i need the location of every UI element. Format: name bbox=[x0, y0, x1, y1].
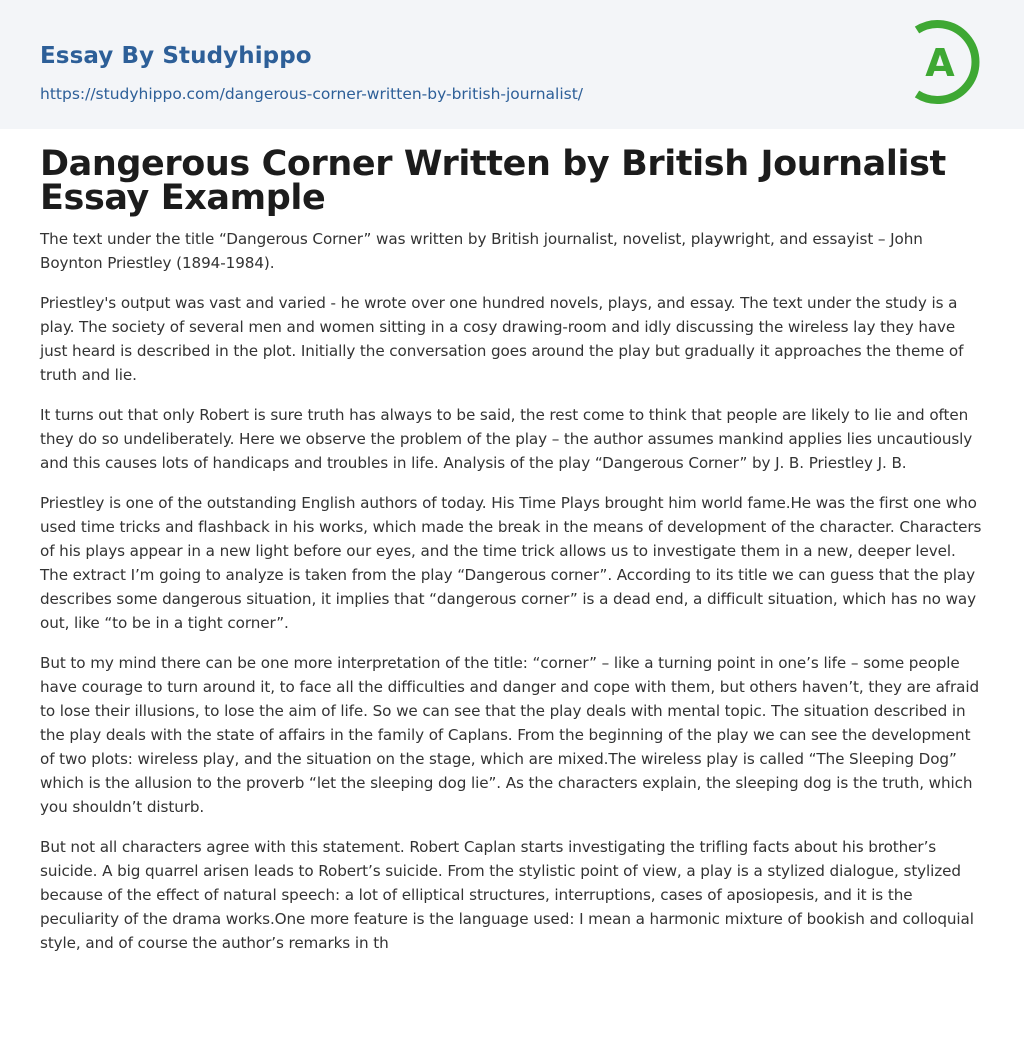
site-brand[interactable]: Essay By Studyhippo bbox=[40, 43, 312, 69]
paragraph: Priestley is one of the outstanding English authors of today. His Time Plays brought him world fame.He was the first one who used time tricks and flashback in his works, which made the break in the means of development of the character. Characters of his plays appear in a new light before our eyes, and the time trick allows us to investigate them in a new, deeper level. The extract I’m going to analyze is taken from the play “Dangerous corner”. According to its title we can guess that the play describes some dangerous situation, it implies that “dangerous corner” is a dead end, a difficult situation, which has no way out, like “to be in a tight corner”. bbox=[40, 494, 982, 632]
logo-letter: A bbox=[925, 41, 955, 85]
studyhippo-logo-icon[interactable] bbox=[911, 18, 987, 106]
paragraph: But to my mind there can be one more interpretation of the title: “corner” – like a turning point in one’s life – some people have courage to turn around it, to face all the difficulties and danger and cope with them, but others haven’t, they are afraid to lose their illusions, to lose the aim of life. So we can see that the play deals with mental topic. The situation described in the play deals with the state of affairs in the family of Caplans. From the beginning of the play we can see the development of two plots: wireless play, and the situation on the stage, which are mixed.The wireless play is called “The Sleeping Dog” which is the allusion to the proverb “let the sleeping dog lie”. As the characters explain, the sleeping dog is the truth, which you shouldn’t disturb. bbox=[40, 654, 980, 816]
site-header bbox=[0, 0, 1024, 129]
paragraph: The text under the title “Dangerous Corner” was written by British journalist, novelist, playwright, and essayist – John Boynton Priestley (1894-1984). bbox=[40, 230, 923, 272]
page-url-link[interactable]: https://studyhippo.com/dangerous-corner-written-by-british-journalist/ bbox=[40, 85, 584, 103]
page-title: Dangerous Corner Written by British Journalist Essay Example bbox=[40, 144, 946, 218]
paragraph: It turns out that only Robert is sure truth has always to be said, the rest come to think that people are likely to lie and often they do so undeliberately. Here we observe the problem of the play – the author assumes mankind applies lies uncautiously and this causes lots of handicaps and troubles in life. Analysis of the play “Dangerous Corner” by J. B. Priestley J. B. bbox=[40, 406, 973, 472]
paragraph: But not all characters agree with this statement. Robert Caplan starts investigating the trifling facts about his brother’s suicide. A big quarrel arisen leads to Robert’s suicide. From the stylistic point of view, a play is a stylized dialogue, stylized because of the effect of natural speech: a lot of elliptical structures, interruptions, cases of aposiopesis, and it is the peculiarity of the drama works.One more feature is the language used: I mean a harmonic mixture of bookish and colloquial style, and of course the author’s remarks in th bbox=[40, 838, 974, 952]
article bbox=[0, 144, 1024, 955]
paragraph: Priestley's output was vast and varied - he wrote over one hundred novels, plays, and essay. The text under the study is a play. The society of several men and women sitting in a cosy drawing-room and idly discussing the wireless lay they have just heard is described in the plot. Initially the conversation goes around the play but gradually it approaches the theme of truth and lie. bbox=[40, 294, 964, 384]
